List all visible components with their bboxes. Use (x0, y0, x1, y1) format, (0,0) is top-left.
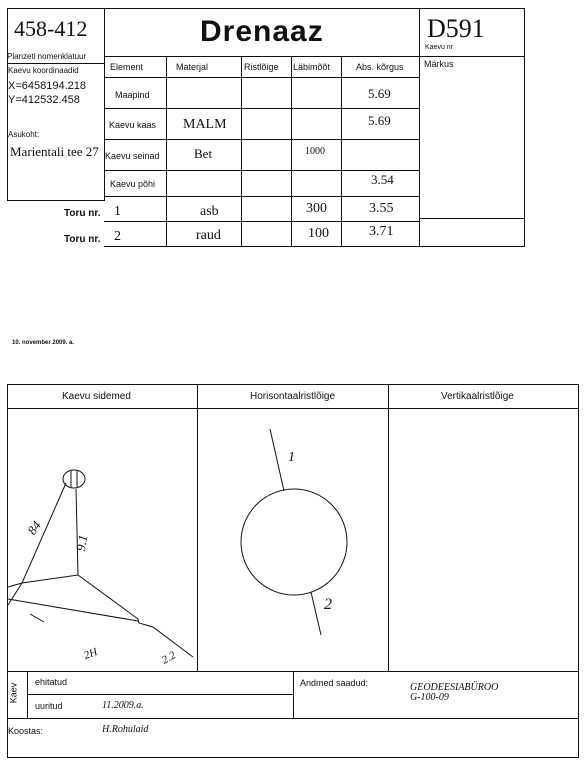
row-height: 5.69 (368, 113, 391, 128)
pipe-material: asb (200, 204, 219, 219)
well-outline (241, 489, 347, 595)
row-element: Kaevu seinad (105, 151, 160, 161)
card-line-sheet (7, 63, 104, 64)
col-line-1 (166, 56, 167, 246)
pipe-label-2: 2 (324, 596, 332, 613)
side-label: Kaev (8, 682, 19, 704)
col-title-links: Kaevu sidemed (62, 391, 131, 402)
col-title-vertical: Vertikaalristlõige (441, 391, 514, 402)
data-source-label: Andmed saadud: (300, 678, 369, 688)
card-line-header (104, 56, 524, 57)
date-label: 10. november 2009. a. (12, 340, 75, 346)
row-material: Bet (194, 146, 213, 161)
pipe-diameter: 300 (306, 201, 327, 216)
row-material: MALM (183, 117, 227, 132)
links-sketch (8, 409, 197, 671)
row-height: 5.69 (368, 86, 391, 101)
link-line (30, 614, 44, 622)
card-line-bottom-left (7, 200, 105, 201)
row-height: 3.54 (371, 172, 394, 187)
pipe-label: Toru nr. (64, 208, 101, 219)
pipe-diameter: 100 (308, 226, 329, 241)
row-line-6 (104, 221, 419, 222)
card-line-pipe1-right (419, 218, 525, 219)
pipe-label: Toru nr. (64, 234, 101, 245)
pipe-height: 3.55 (369, 201, 394, 216)
row-element: Kaevu kaas (109, 120, 157, 130)
pipe-line (311, 592, 321, 635)
data-source-name: GEODEESIABÜROO (410, 682, 499, 693)
address-value: Marientali tee 27 (10, 144, 99, 159)
data-source-code: G-100-09 (410, 692, 449, 703)
card-border-right (524, 8, 525, 246)
sheet-number-label: Planzeti nomenklatuur (7, 52, 87, 61)
built-label: ehitatud (35, 677, 68, 687)
well-number: D591 (427, 14, 485, 43)
sketch-label: 2H (82, 646, 100, 662)
col-line-3 (291, 56, 292, 246)
pipe-nr: 1 (114, 204, 121, 219)
th-diameter: Läbimõõt (293, 62, 331, 72)
row-line-1 (104, 77, 419, 78)
link-line (8, 599, 138, 621)
row-element: Maapind (115, 90, 150, 100)
author-value: H.Rohulaid (102, 724, 149, 735)
sheet-number: 458-412 (14, 16, 88, 41)
drawing-border-top (7, 384, 579, 385)
coords-label: Kaevu koordinaadid (8, 66, 79, 75)
row-line-4 (104, 170, 419, 171)
coord-x: X=6458194.218 (8, 80, 86, 92)
surveyed-value: 11.2009.a. (102, 700, 144, 711)
link-line (76, 489, 78, 575)
pipe-height: 3.71 (369, 224, 394, 239)
footer-line-mid (7, 718, 579, 719)
sketch-label: 84 (24, 518, 44, 538)
row-line-3 (104, 139, 419, 140)
well-number-label: Kaevu nr (425, 44, 454, 51)
sketch-label: 2.2 (159, 649, 178, 667)
coord-y: Y=412532.458 (8, 94, 80, 106)
surveyed-label: uuritud (35, 701, 63, 711)
th-material: Materjal (176, 62, 209, 72)
row-line-5 (104, 196, 419, 197)
row-line-2 (104, 108, 419, 109)
pipe-line (270, 429, 284, 491)
row-diameter: 1000 (305, 146, 325, 157)
th-element: Element (110, 62, 144, 72)
card-line-bottom (104, 246, 525, 247)
card-divider-left (104, 8, 105, 201)
author-label: Koostas: (8, 726, 44, 736)
col-line-4 (341, 56, 342, 246)
well-cross (71, 471, 77, 487)
row-element: Kaevu põhi (110, 179, 156, 189)
footer-row-line (27, 694, 293, 695)
th-height: Abs. kõrgus (356, 62, 404, 72)
sketch-label: 9.1 (72, 533, 91, 553)
pipe-material: raud (196, 228, 221, 243)
card-divider-right (419, 8, 420, 246)
card-title: Drenaaz (200, 15, 324, 48)
pipe-label-1: 1 (288, 450, 295, 465)
card-border-top (7, 8, 524, 9)
drawing-col-line-2 (388, 384, 389, 671)
address-label: Asukoht: (8, 130, 40, 139)
th-note: Märkus (424, 59, 454, 69)
link-line (22, 483, 193, 657)
drawing-border-right (578, 384, 579, 757)
footer-mid-line (293, 671, 294, 718)
th-section: Ristlõige (244, 62, 279, 72)
col-title-horizontal: Horisontaalristlõige (250, 391, 336, 402)
pipe-nr: 2 (114, 229, 121, 244)
well-circle (63, 470, 85, 488)
horizontal-section-sketch (198, 409, 388, 671)
col-line-2 (241, 56, 242, 246)
footer-line-bottom (7, 757, 579, 758)
